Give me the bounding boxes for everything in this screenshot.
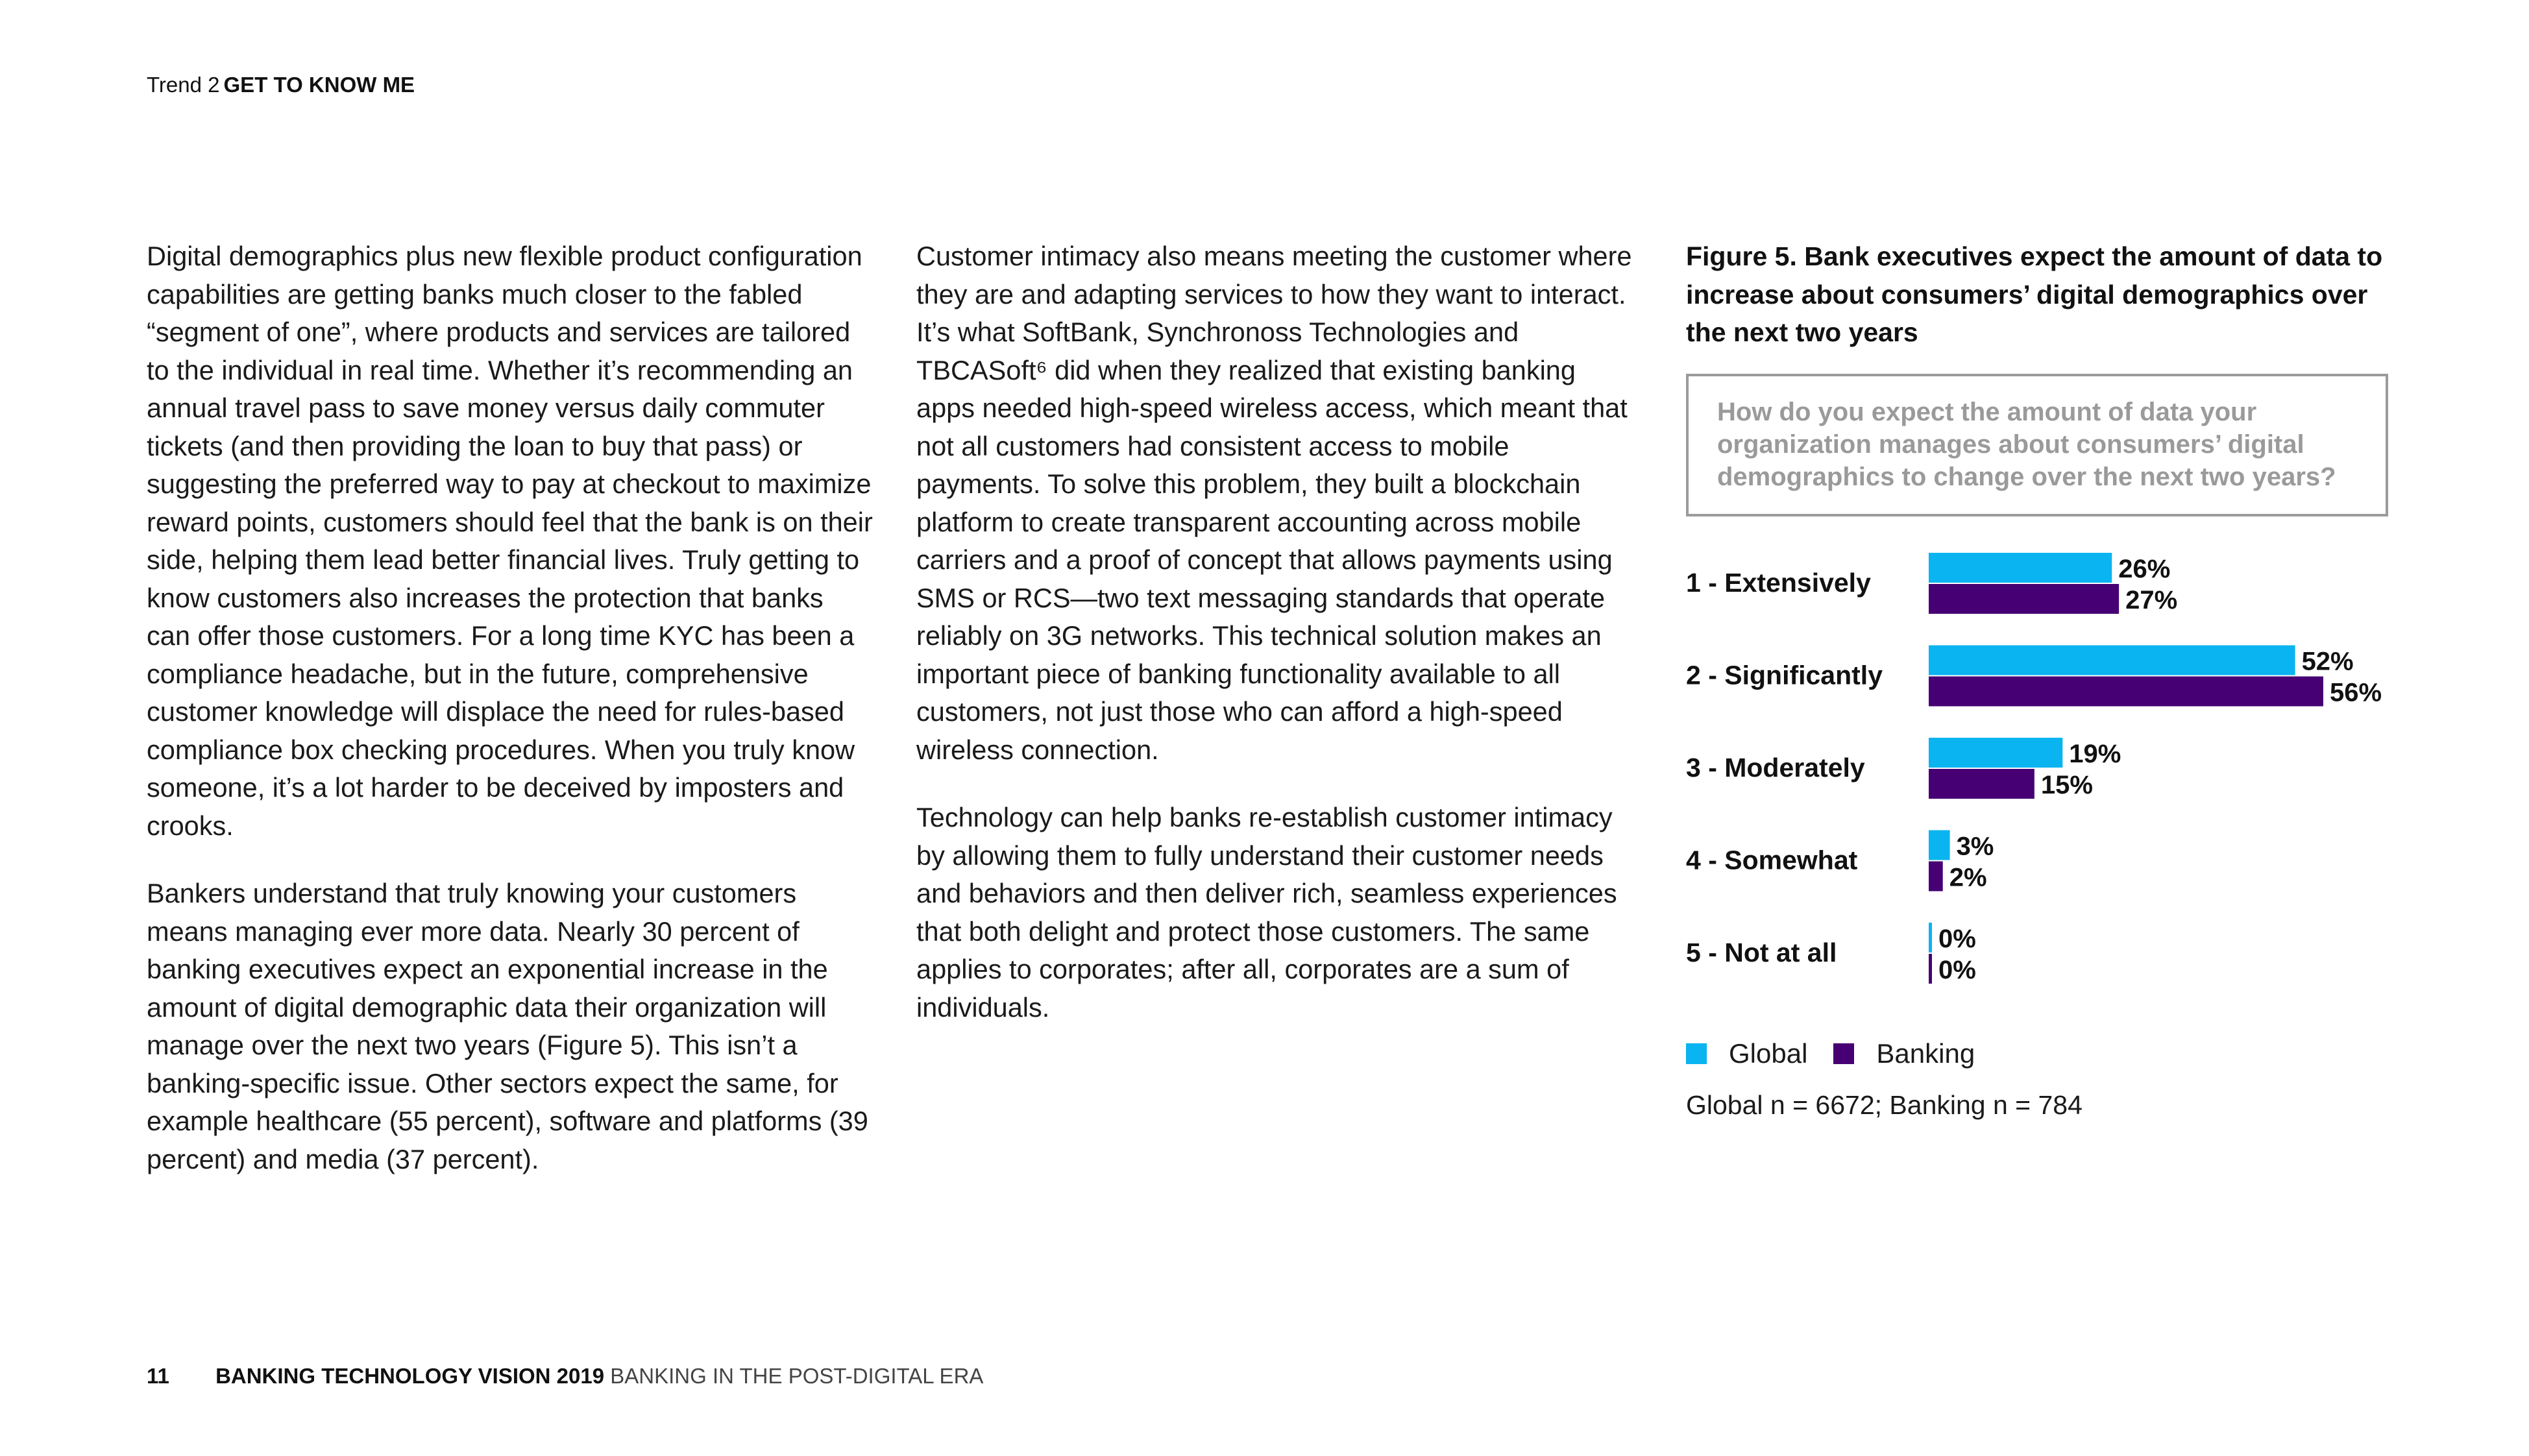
page-footer xyxy=(147,1364,983,1389)
bar-banking-1 xyxy=(1929,584,2119,614)
legend-item-global xyxy=(1686,1038,1807,1069)
data-label: 26% xyxy=(2118,555,2171,583)
bar-banking-3 xyxy=(1929,769,2034,799)
bar-banking-2 xyxy=(1929,677,2323,707)
sample-size-note: Global n = 6672; Banking n = 784 xyxy=(1686,1090,2083,1120)
data-label: 2% xyxy=(1949,863,1987,892)
legend-swatch-global xyxy=(1686,1043,1707,1064)
paragraph: Technology can help banks re-establish customer intimacy by allowing them to fully understand their customer needs and behaviors and then deliver rich, seamless experiences that both delight and protect those customers. The same applies to corporates; after all, corporates are a sum of individuals. xyxy=(916,802,1617,1023)
data-label: 3% xyxy=(1956,832,1994,861)
trend-label: Trend 2 xyxy=(147,73,220,97)
data-label: 0% xyxy=(1938,925,1976,953)
legend-swatch-banking xyxy=(1833,1043,1854,1064)
data-label: 0% xyxy=(1938,956,1976,984)
bar-banking-4 xyxy=(1929,862,1943,892)
data-label: 15% xyxy=(2040,771,2093,799)
paragraph: Digital demographics plus new flexible product configuration capabilities are getting banks much closer to the fabled “segment of one”, where products and services are tailored to the individual in real time. Whether it’s recommending an annual travel pass to save money versus daily commuter tickets (and then providing the loan to buy that pass) or suggesting the preferred way to pay at checkout to maximize reward points, customers should feel that the bank is on their side, helping them lead better financial lives. Truly getting to know customers also increases the protection that banks can offer those customers. For a long time KYC has been a compliance headache, but in the future, comprehensive customer knowledge will displace the need for rules-based compliance box checking procedures. When you truly know someone, it’s a lot harder to be deceived by imposters and crooks. xyxy=(147,241,873,841)
chart-legend xyxy=(1686,1038,2001,1069)
data-label: 56% xyxy=(2330,678,2382,707)
report-subtitle: BANKING IN THE POST-DIGITAL ERA xyxy=(610,1364,984,1388)
body-column-left xyxy=(147,237,874,1208)
page-header xyxy=(147,73,415,97)
bar-banking-5 xyxy=(1929,954,1932,984)
data-label: 19% xyxy=(2069,740,2121,768)
paragraph: Bankers understand that truly knowing your customers means managing ever more data. Nearly 30 percent of banking executives expect an exponential increase in the amount of digital demographic data their organization will manage over the next two years (Figure 5). This isn’t a banking-specific issue. Other sectors expect the same, for example healthcare (55 percent), software and platforms (39 percent) and media (37 percent). xyxy=(147,878,868,1174)
bar-global-1 xyxy=(1929,553,2112,583)
legend-label: Global xyxy=(1729,1038,1808,1069)
survey-question-box: How do you expect the amount of data your organization manages about consumers’ digital demographics to change over the next two years? xyxy=(1686,374,2388,516)
category-label: 2 - Significantly xyxy=(1686,660,1883,690)
data-label: 27% xyxy=(2125,586,2178,614)
data-label: 52% xyxy=(2301,647,2354,676)
bar-global-4 xyxy=(1929,831,1950,860)
trend-title: GET TO KNOW ME xyxy=(223,73,415,97)
figure-title: Figure 5. Bank executives expect the amount of data to increase about consumers’ digital demographics over the next two years xyxy=(1686,241,2383,347)
category-label: 4 - Somewhat xyxy=(1686,845,1858,875)
body-column-middle xyxy=(916,237,1637,1056)
category-label: 3 - Moderately xyxy=(1686,753,1865,783)
bar-global-5 xyxy=(1929,923,1932,952)
report-title: BANKING TECHNOLOGY VISION 2019 xyxy=(215,1364,605,1388)
legend-item-banking xyxy=(1833,1038,1975,1069)
paragraph: Customer intimacy also means meeting the customer where they are and adapting services to how they want to interact. It’s what SoftBank, Synchronoss Technologies and TBCASoft⁶ did when they realized that existing banking apps needed high-speed wireless access, which meant that not all customers had consistent access to mobile payments. To solve this problem, they built a blockchain platform to create transparent accounting across mobile carriers and a proof of concept that allows payments using SMS or RCS—two text messaging standards that operate reliably on 3G networks. This technical solution makes an important piece of banking functionality available to all customers, not just those who can afford a high-speed wireless connection. xyxy=(916,241,1632,765)
category-label: 1 - Extensively xyxy=(1686,568,1871,598)
bar-global-3 xyxy=(1929,738,2062,768)
legend-label: Banking xyxy=(1876,1038,1975,1069)
category-label: 5 - Not at all xyxy=(1686,938,1837,967)
page-number: 11 xyxy=(147,1364,169,1388)
bar-global-2 xyxy=(1929,646,2295,675)
